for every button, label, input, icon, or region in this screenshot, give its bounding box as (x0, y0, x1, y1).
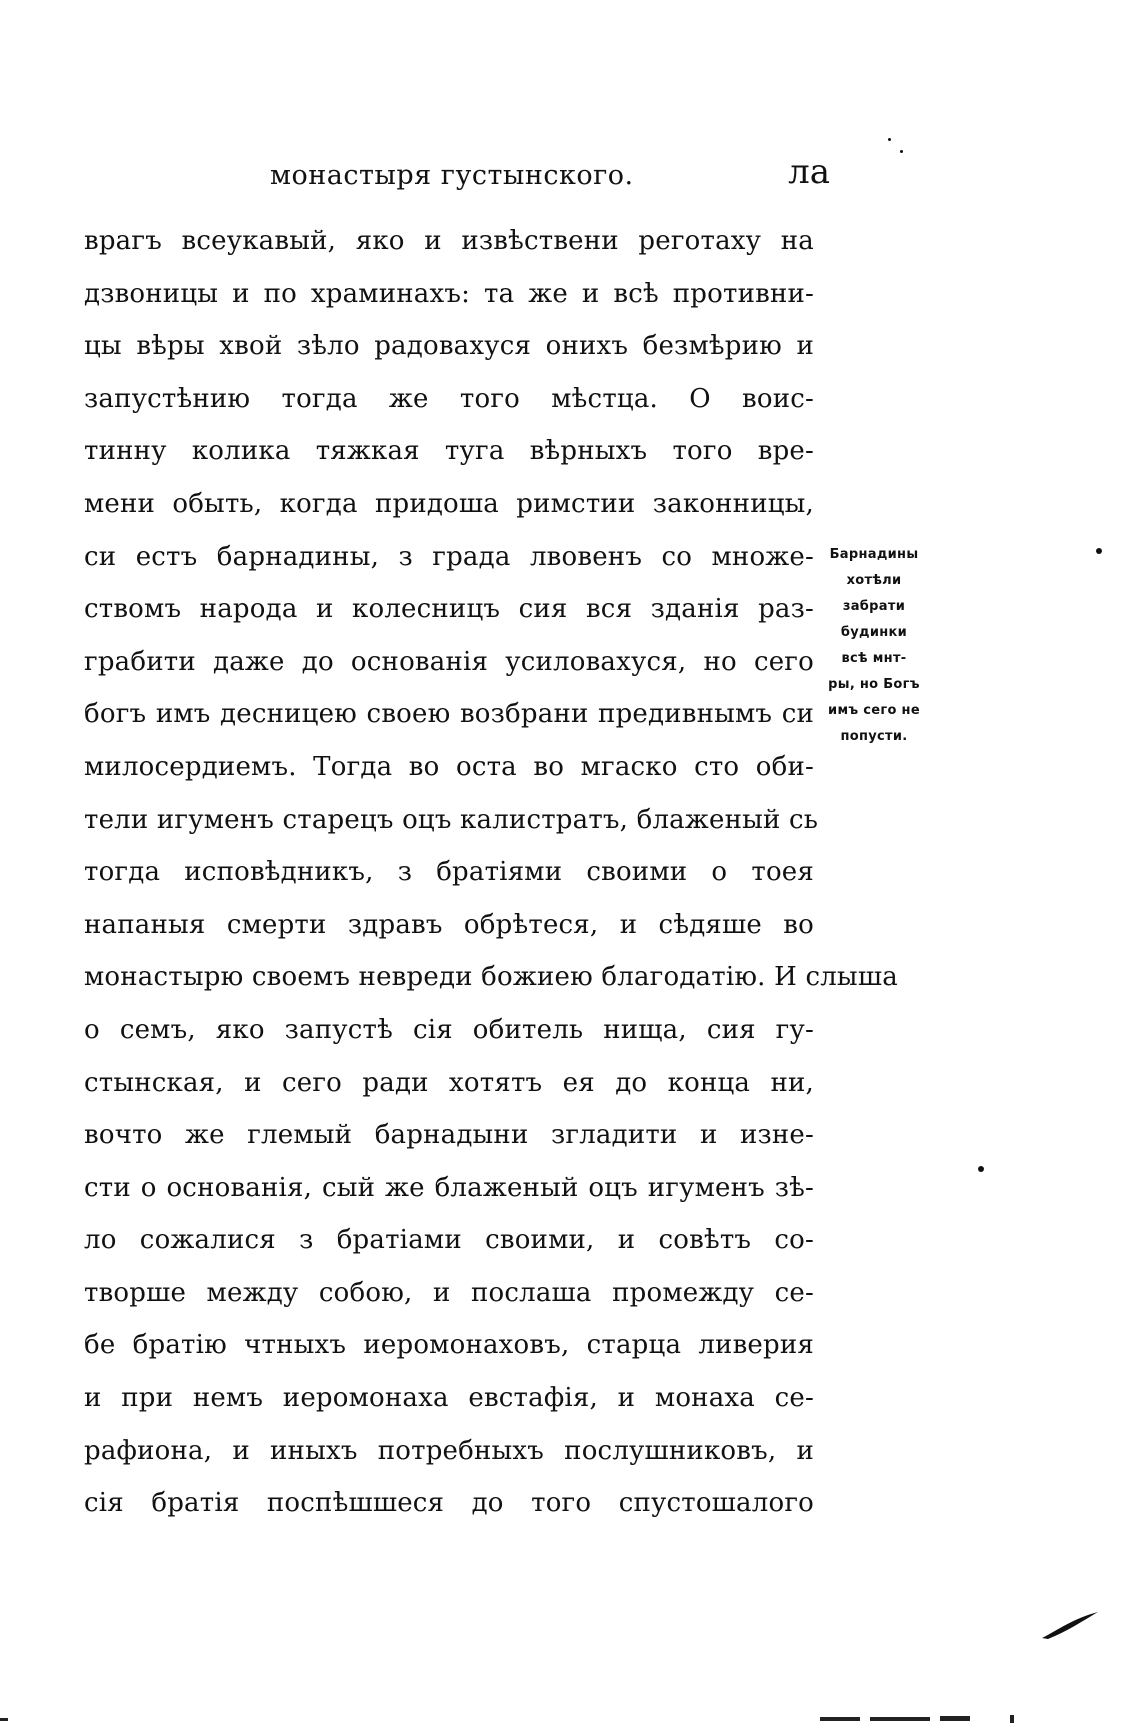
text-line: милосердиемъ. Тогда во оста во мгаско сто оби- (84, 751, 814, 782)
text-line: си естъ барнадины, з града лвовенъ со множе- (84, 541, 814, 572)
marginal-note-line: будинки (840, 625, 908, 640)
text-line: вочто же глемый барнадыни згладити и изне- (84, 1120, 814, 1151)
text-line: сти о основанія, сый же блаженый оцъ игуменъ зѣ- (84, 1172, 814, 1203)
marginal-note-line: забрати (842, 599, 906, 614)
text-line: рафиона, и иныхъ потребныхъ послушниковъ, и (84, 1435, 814, 1466)
text-line: тинну колика тяжкая туга вѣрныхъ того вре- (84, 436, 814, 467)
marginal-note-line: имъ сего не (828, 703, 920, 718)
text-line: монастырю своемъ невреди божиею благодатію. И слыша (84, 962, 898, 993)
text-line: богъ имъ десницею своею возбрани предивнымъ си (84, 699, 814, 730)
text-line: ло сожалися з братіами своими, и совѣтъ со- (84, 1225, 814, 1256)
ink-speck (888, 138, 891, 141)
text-line: о семъ, яко запустѣ сія обитель нища, сия гу- (84, 1014, 814, 1045)
folio-number: ла (788, 152, 830, 192)
text-line: цы вѣры хвой зѣло радовахуся онихъ безмѣрию и (84, 331, 814, 362)
text-line: тогда исповѣдникъ, з братіями своими о тоея (84, 857, 814, 888)
marginal-note-line: всѣ мнт- (841, 651, 907, 666)
marginal-note (818, 542, 930, 750)
text-line: стынская, и сего ради хотятъ ея до конца ни, (84, 1067, 814, 1098)
text-line: врагъ всеукавый, яко и извѣствени реготаху на (84, 226, 814, 256)
ink-speck (1096, 548, 1102, 554)
page-bottom-edge (0, 1712, 1140, 1724)
text-line: дзвоницы и по храминахъ: та же и всѣ противни- (84, 278, 814, 309)
text-line: сія братія поспѣшшеся до того спустошалого (84, 1488, 814, 1519)
marginal-note-line: ры, но Богъ (828, 677, 920, 692)
page-header (270, 152, 830, 200)
text-line: мени обыть, когда придоша римстии законницы, (84, 488, 814, 519)
ink-speck (978, 1166, 984, 1172)
marginal-note-line: хотѣли (846, 573, 902, 588)
text-line: напаныя смерти здравъ обрѣтеся, и сѣдяше во (84, 909, 814, 940)
running-title: монастыря густынского. (270, 160, 634, 191)
text-line: и при немъ иеромонаха евстафія, и монаха се- (84, 1383, 814, 1414)
text-line: ствомъ народа и колесницъ сия вся зданія раз- (84, 594, 814, 625)
text-line: творше между собою, и послаша промежду се- (84, 1277, 814, 1308)
text-line: грабити даже до основанія усиловахуся, но сего (84, 646, 814, 677)
marginal-note-line: попусти. (840, 729, 908, 744)
marginal-note-line: Барнадины (829, 547, 919, 562)
text-line: запустѣнию тогда же того мѣстца. О воис- (84, 383, 814, 414)
text-line: бе братію чтныхъ иеромонаховъ, старца ливерия (84, 1330, 814, 1361)
text-line: тели игуменъ старецъ оцъ калистратъ, блаженый сь (84, 804, 819, 835)
ink-speck (900, 150, 903, 153)
ink-stroke-mark (1040, 1610, 1100, 1640)
